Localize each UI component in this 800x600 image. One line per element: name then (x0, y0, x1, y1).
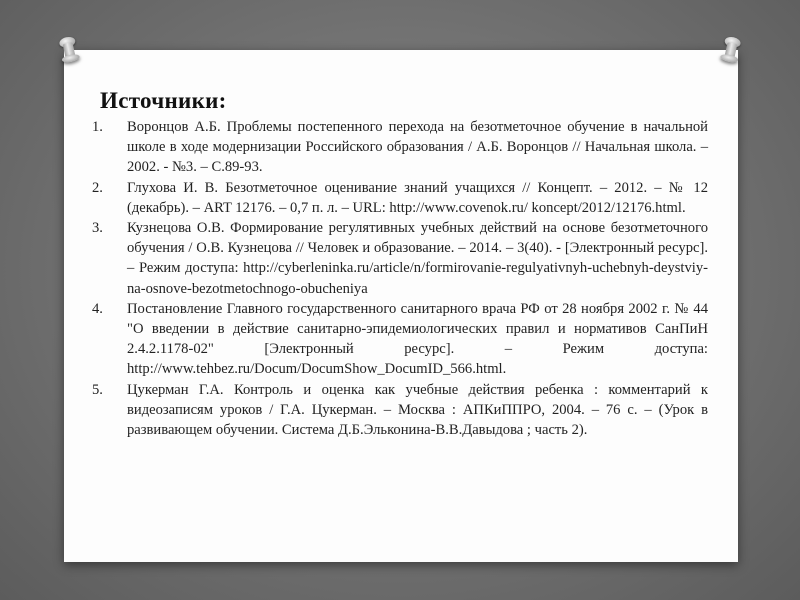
source-number: 2. (92, 179, 103, 196)
source-item (88, 117, 708, 178)
source-text: Цукерман Г.А. Контроль и оценка как учебные действия ребенка : комментарий к видеозаписям уроков / Г.А. Цукерман. – Москва : АПКиППРО, 2004. – 76 с. – (Урок в развивающем обучении. Система Д.Б.Эльконина-В.В.Давыдова ; часть 2). (127, 381, 708, 439)
source-item (88, 299, 708, 380)
sources-list (88, 117, 708, 440)
source-number: 5. (92, 381, 103, 398)
source-item (88, 380, 708, 441)
pushpin-left-icon (56, 35, 83, 65)
source-number: 3. (92, 220, 103, 237)
source-text: Постановление Главного государственного санитарного врача РФ от 28 ноября 2002 г. № 44 "О введении в действие санитарно-эпидемиологических правил и нормативов СанПиН 2.4.2.1178-02" [Электронный ресурс]. – Режим доступа: http://www.tehbez.ru/Docum/DocumShow_DocumID_566.html. (127, 300, 708, 378)
page-title: Источники: (100, 88, 227, 113)
source-text: Воронцов А.Б. Проблемы постепенного перехода на безотметочное обучение в начальной школе в ходе модернизации Российского образования / А.Б. Воронцов // Начальная школа. – 2002. - №3. – С.89-93. (127, 119, 708, 176)
source-text: Глухова И. В. Безотметочное оценивание знаний учащихся // Концепт. – 2012. – № 12 (декабрь). – ART 12176. – 0,7 п. л. – URL: http://www.covenok.ru/ koncept/2012/12176.html. (127, 179, 708, 216)
source-text: Кузнецова О.В. Формирование регулятивных учебных действий на основе безотметочного обучения / О.В. Кузнецова // Человек и образование. – 2014. – 3(40). - [Электронный ресурс]. – Режим доступа: http://cyberleninka.ru/article/n/formirovanie-regulyativnyh-uchebnyh-deystviy-na-osnove-bezotmetochnogo-obucheniya (127, 220, 708, 297)
pushpin-right-icon (718, 35, 745, 65)
source-number: 1. (92, 119, 103, 135)
source-item (88, 178, 708, 218)
source-number: 4. (92, 300, 103, 317)
source-item (88, 218, 708, 299)
